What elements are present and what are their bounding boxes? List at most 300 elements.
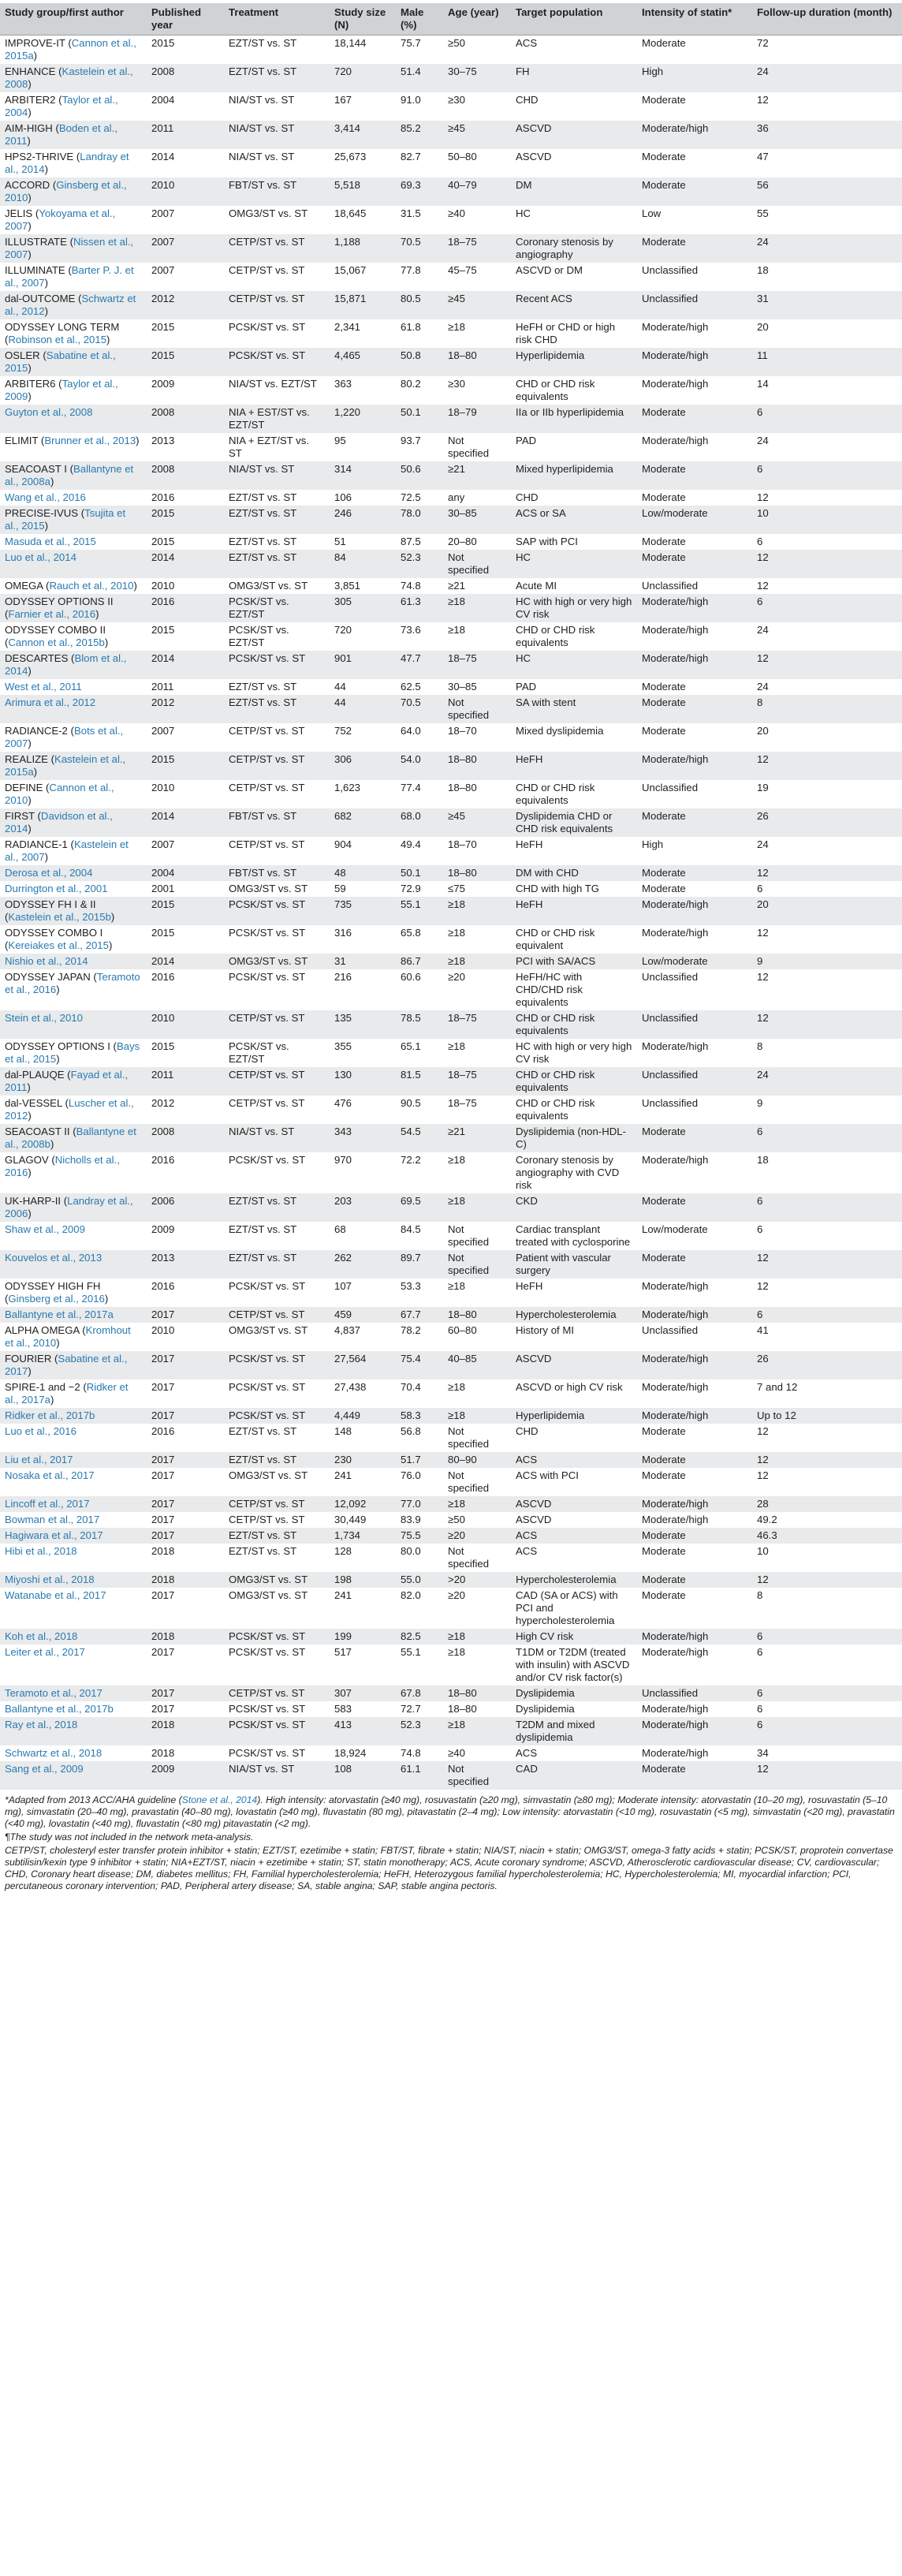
cell-population: ASCVD — [516, 1498, 552, 1510]
header-intensity: Intensity of statin* — [637, 3, 752, 35]
table-row — [0, 92, 902, 121]
study-reference-link[interactable]: Barter P. J. et al., 2007 — [5, 264, 134, 289]
cell-age: Not specified — [448, 696, 490, 721]
cell-population: CHD — [516, 491, 539, 503]
cell-year: 2017 — [151, 1589, 175, 1601]
cell-size: 682 — [334, 810, 352, 822]
cell-followup: 9 — [757, 955, 763, 967]
cell-followup: 8 — [757, 1040, 763, 1052]
study-reference-link[interactable]: Kastelein et al., 2015a — [5, 753, 126, 778]
study-reference-link[interactable]: Schwartz et al., 2018 — [5, 1747, 102, 1759]
cell-size: 904 — [334, 838, 352, 850]
cell-population: ACS — [516, 1454, 538, 1465]
cell-male: 53.3 — [401, 1280, 421, 1292]
cell-year: 2012 — [151, 1097, 175, 1109]
cell-followup: 12 — [757, 1252, 769, 1264]
cell-population: CAD — [516, 1763, 538, 1775]
table-row — [0, 578, 902, 594]
cell-followup: 12 — [757, 580, 769, 592]
cell-year: 2015 — [151, 898, 175, 910]
cell-intensity: Moderate — [642, 1545, 686, 1557]
cell-study — [0, 1307, 147, 1323]
study-reference-link[interactable]: Landray et al., 2014 — [5, 151, 129, 175]
study-reference-link[interactable]: Luscher et al., 2012 — [5, 1097, 134, 1122]
cell-year: 2018 — [151, 1545, 175, 1557]
table-row — [0, 1629, 902, 1645]
cell-intensity: Unclassified — [642, 264, 699, 276]
study-reference-link[interactable]: Tsujita et al., 2015 — [5, 507, 126, 532]
study-name: dal-PLAUQE — [5, 1069, 65, 1081]
study-reference-link[interactable]: Ginsberg et al., 2010 — [5, 179, 127, 203]
cell-year: 2007 — [151, 236, 175, 248]
study-reference-link[interactable]: Rauch et al., 2010 — [49, 580, 134, 592]
table-row — [0, 1544, 902, 1572]
cell-treatment: EZT/ST vs. ST — [229, 507, 297, 519]
study-reference-link[interactable]: Taylor et al., 2004 — [5, 94, 118, 118]
cell-population: CHD or CHD risk equivalents — [516, 782, 595, 806]
cell-male: 74.8 — [401, 580, 421, 592]
cell-age: ≥18 — [448, 927, 465, 939]
cell-intensity: Moderate — [642, 37, 686, 49]
cell-intensity: Moderate/high — [642, 1630, 709, 1642]
cell-population: High CV risk — [516, 1630, 574, 1642]
study-reference-link[interactable]: Farnier et al., 2016 — [8, 608, 96, 620]
study-reference-link[interactable]: Miyoshi et al., 2018 — [5, 1574, 95, 1585]
cell-intensity: Moderate — [642, 179, 686, 191]
cell-intensity: Moderate — [642, 536, 686, 547]
cell-treatment: NIA/ST vs. EZT/ST — [229, 378, 317, 390]
cell-population: T2DM and mixed dyslipidemia — [516, 1719, 595, 1743]
table-row — [0, 1645, 902, 1686]
cell-study: ODYSSEY LONG TERM (Robinson et al., 2015) — [5, 321, 120, 345]
cell-male: 84.5 — [401, 1223, 421, 1235]
study-reference-link[interactable]: Ballantyne et al., 2008b — [5, 1126, 136, 1150]
cell-size: 901 — [334, 652, 352, 664]
study-reference-link[interactable]: Luo et al., 2014 — [5, 551, 76, 563]
cell-year: 2014 — [151, 810, 175, 822]
cell-male: 69.5 — [401, 1195, 421, 1207]
cell-intensity: Moderate/high — [642, 122, 709, 134]
cell-intensity: Moderate/high — [642, 1280, 709, 1292]
cell-treatment: NIA + EST/ST vs. EZT/ST — [229, 406, 310, 431]
study-reference-link[interactable]: Koh et al., 2018 — [5, 1630, 78, 1642]
cell-population: Acute MI — [516, 580, 557, 592]
table-row — [0, 433, 902, 461]
cell-study — [0, 1629, 147, 1645]
study-name: ARBITER6 — [5, 378, 56, 390]
cell-study: REALIZE (Kastelein et al., 2015a) — [5, 753, 126, 778]
table-row — [0, 1512, 902, 1528]
study-reference-link[interactable]: Nosaka et al., 2017 — [5, 1469, 95, 1481]
cell-size: 305 — [334, 595, 352, 607]
cell-intensity: Moderate/high — [642, 1646, 709, 1658]
table-row — [0, 1124, 902, 1152]
table-row — [0, 1351, 902, 1379]
cell-followup: 6 — [757, 463, 763, 475]
cell-population: HeFH or CHD or high risk CHD — [516, 321, 616, 345]
study-reference-link[interactable]: Cannon et al., 2015b — [8, 637, 105, 648]
table-row — [0, 1424, 902, 1452]
table-row — [0, 348, 902, 376]
cell-population: CHD — [516, 94, 539, 106]
cell-treatment: PCSK/ST vs. ST — [229, 1154, 306, 1166]
cell-study — [0, 550, 147, 578]
study-reference-link[interactable]: Ballantyne et al., 2017a — [5, 1309, 114, 1320]
cell-study: FIRST (Davidson et al., 2014) — [5, 810, 113, 834]
cell-age: ≥45 — [448, 810, 465, 822]
study-reference-link[interactable]: Nicholls et al., 2016 — [5, 1154, 120, 1178]
header-population: Target population — [511, 3, 637, 35]
cell-male: 80.5 — [401, 293, 421, 304]
study-reference-link[interactable]: Nissen et al., 2007 — [5, 236, 134, 260]
cell-followup: 24 — [757, 624, 769, 636]
cell-treatment: FBT/ST vs. ST — [229, 810, 297, 822]
cell-followup: 24 — [757, 838, 769, 850]
table-row — [0, 679, 902, 695]
table-row — [0, 1323, 902, 1351]
study-reference-link[interactable]: Kastelein et al., 2007 — [5, 838, 129, 863]
header-treatment: Treatment — [224, 3, 330, 35]
cell-intensity: Moderate — [642, 94, 686, 106]
cell-year: 2014 — [151, 551, 175, 563]
study-reference-link[interactable]: Ginsberg et al., 2016 — [8, 1293, 105, 1305]
cell-size: 262 — [334, 1252, 352, 1264]
study-name: DEFINE — [5, 782, 43, 793]
cell-age: 18–79 — [448, 406, 477, 418]
cell-size: 314 — [334, 463, 352, 475]
cell-population: ACS — [516, 1545, 538, 1557]
cell-size: 128 — [334, 1545, 352, 1557]
cell-male: 55.0 — [401, 1574, 421, 1585]
cell-age: 18–75 — [448, 1097, 477, 1109]
study-reference-link[interactable]: Arimura et al., 2012 — [5, 696, 96, 708]
cell-male: 76.0 — [401, 1469, 421, 1481]
cell-age: Not specified — [448, 1425, 490, 1450]
cell-size: 30,449 — [334, 1514, 367, 1525]
table-row — [0, 1588, 902, 1629]
cell-followup: 6 — [757, 406, 763, 418]
footnote-excluded: ¶The study was not included in the network meta-analysis. — [5, 1831, 254, 1842]
study-reference-link[interactable]: Schwartz et al., 2012 — [5, 293, 136, 317]
cell-year: 2014 — [151, 955, 175, 967]
study-reference-link[interactable]: Masuda et al., 2015 — [5, 536, 96, 547]
table-header-row — [0, 3, 902, 35]
study-reference-link[interactable]: Derosa et al., 2004 — [5, 867, 93, 879]
study-reference-link[interactable]: Taylor et al., 2009 — [5, 378, 118, 402]
study-name: JELIS — [5, 207, 33, 219]
cell-intensity: Moderate — [642, 463, 686, 475]
cell-intensity: Moderate/high — [642, 1514, 709, 1525]
cell-study — [0, 1544, 147, 1572]
cell-followup: 20 — [757, 898, 769, 910]
study-reference-link[interactable]: Nishio et al., 2014 — [5, 955, 88, 967]
cell-size: 198 — [334, 1574, 352, 1585]
cell-intensity: Moderate/high — [642, 1309, 709, 1320]
cell-study: PRECISE-IVUS (Tsujita et al., 2015) — [5, 507, 126, 532]
cell-male: 62.5 — [401, 681, 421, 693]
cell-study: SEACOAST I (Ballantyne et al., 2008a) — [5, 463, 134, 487]
cell-intensity: Unclassified — [642, 1097, 699, 1109]
study-reference-link[interactable]: Ballantyne et al., 2017b — [5, 1703, 114, 1715]
cell-treatment: EZT/ST vs. ST — [229, 65, 297, 77]
study-reference-link[interactable]: Yokoyama et al., 2007 — [5, 207, 116, 232]
cell-age: any — [448, 491, 465, 503]
table-row — [0, 723, 902, 752]
study-reference-link[interactable]: Robinson et al., 2015 — [8, 334, 107, 345]
cell-age: 80–90 — [448, 1454, 477, 1465]
study-reference-link[interactable]: Watanabe et al., 2017 — [5, 1589, 106, 1601]
cell-male: 51.7 — [401, 1454, 421, 1465]
table-row — [0, 534, 902, 550]
cell-study: ALPHA OMEGA (Kromhout et al., 2010) — [5, 1324, 131, 1349]
cell-year: 2016 — [151, 1425, 175, 1437]
study-reference-link[interactable]: Hibi et al., 2018 — [5, 1545, 77, 1557]
cell-followup: 24 — [757, 435, 769, 446]
cell-year: 2015 — [151, 536, 175, 547]
cell-age: ≥18 — [448, 1498, 465, 1510]
cell-study: AIM-HIGH (Boden et al., 2011) — [5, 122, 117, 147]
cell-male: 54.0 — [401, 753, 421, 765]
cell-treatment: PCSK/ST vs. ST — [229, 1703, 306, 1715]
cell-size: 18,144 — [334, 37, 367, 49]
cell-followup: 55 — [757, 207, 769, 219]
table-row — [0, 177, 902, 206]
study-name: SPIRE-1 and −2 — [5, 1381, 80, 1393]
study-reference-link[interactable]: Bots et al., 2007 — [5, 725, 124, 749]
cell-male: 61.1 — [401, 1763, 421, 1775]
study-reference-link[interactable]: Blom et al., 2014 — [5, 652, 127, 677]
cell-treatment: CETP/ST vs. ST — [229, 782, 305, 793]
cell-year: 2010 — [151, 782, 175, 793]
study-reference-link[interactable]: Luo et al., 2016 — [5, 1425, 76, 1437]
cell-treatment: EZT/ST vs. ST — [229, 696, 297, 708]
cell-study: dal-PLAUQE (Fayad et al., 2011) — [5, 1069, 129, 1093]
cell-year: 2017 — [151, 1687, 175, 1699]
cell-intensity: Moderate/high — [642, 1719, 709, 1730]
study-reference-link[interactable]: Kereiakes et al., 2015 — [8, 939, 109, 951]
cell-year: 2011 — [151, 681, 174, 693]
study-reference-link[interactable]: Davidson et al., 2014 — [5, 810, 113, 834]
cell-treatment: NIA/ST vs. ST — [229, 94, 295, 106]
footnote-reference-link[interactable]: Stone et al., 2014 — [181, 1794, 258, 1805]
cell-intensity: Moderate — [642, 406, 686, 418]
study-reference-link[interactable]: Liu et al., 2017 — [5, 1454, 73, 1465]
study-reference-link[interactable]: Wang et al., 2016 — [5, 491, 86, 503]
cell-male: 82.0 — [401, 1589, 421, 1601]
cell-treatment: NIA/ST vs. ST — [229, 463, 295, 475]
study-reference-link[interactable]: Bowman et al., 2017 — [5, 1514, 100, 1525]
study-reference-link[interactable]: Ridker et al., 2017b — [5, 1409, 95, 1421]
cell-age: ≥18 — [448, 321, 465, 333]
cell-size: 316 — [334, 927, 352, 939]
study-reference-link[interactable]: Kouvelos et al., 2013 — [5, 1252, 102, 1264]
cell-age: ≥18 — [448, 1381, 465, 1393]
cell-population: ASCVD — [516, 1514, 552, 1525]
study-reference-link[interactable]: Bays et al., 2015 — [5, 1040, 140, 1065]
cell-followup: 12 — [757, 1763, 769, 1775]
cell-study — [0, 1572, 147, 1588]
study-reference-link[interactable]: Fayad et al., 2011 — [5, 1069, 129, 1093]
cell-population: Dyslipidemia CHD or CHD risk equivalents — [516, 810, 613, 834]
cell-treatment: EZT/ST vs. ST — [229, 551, 297, 563]
cell-population: IIa or IIb hyperlipidemia — [516, 406, 624, 418]
cell-population: HC with high or very high CV risk — [516, 595, 632, 620]
study-reference-link[interactable]: Cannon et al., 2015a — [5, 37, 136, 62]
cell-male: 31.5 — [401, 207, 421, 219]
table-row — [0, 969, 902, 1010]
cell-population: Mixed hyperlipidemia — [516, 463, 613, 475]
cell-treatment: EZT/ST vs. ST — [229, 1425, 297, 1437]
cell-study: GLAGOV (Nicholls et al., 2016) — [5, 1154, 120, 1178]
cell-study: dal-VESSEL (Luscher et al., 2012) — [5, 1097, 134, 1122]
cell-study: DESCARTES (Blom et al., 2014) — [5, 652, 127, 677]
cell-treatment: PCSK/ST vs. ST — [229, 1630, 306, 1642]
cell-year: 2014 — [151, 652, 175, 664]
table-row — [0, 837, 902, 865]
study-name: ILLUMINATE — [5, 264, 65, 276]
cell-study — [0, 1701, 147, 1717]
cell-population: CHD or CHD risk equivalents — [516, 624, 595, 648]
cell-followup: 36 — [757, 122, 769, 134]
study-reference-link[interactable]: Brunner et al., 2013 — [44, 435, 136, 446]
study-reference-link[interactable]: West et al., 2011 — [5, 681, 82, 693]
cell-size: 1,734 — [334, 1529, 361, 1541]
table-footnotes — [5, 1794, 897, 1894]
study-name: SEACOAST I — [5, 463, 67, 475]
table-row — [0, 1250, 902, 1279]
cell-followup: 12 — [757, 1280, 769, 1292]
cell-population: CHD or CHD risk equivalents — [516, 378, 595, 402]
cell-intensity: Unclassified — [642, 1069, 699, 1081]
cell-study: ODYSSEY JAPAN (Teramoto et al., 2016) — [5, 971, 140, 995]
cell-population: HC — [516, 551, 531, 563]
cell-male: 60.6 — [401, 971, 421, 983]
study-name: ODYSSEY OPTIONS II — [5, 595, 114, 607]
cell-followup: 47 — [757, 151, 769, 162]
study-name: ACCORD — [5, 179, 50, 191]
cell-size: 18,645 — [334, 207, 367, 219]
cell-intensity: Moderate — [642, 1529, 686, 1541]
study-reference-link[interactable]: Kromhout et al., 2010 — [5, 1324, 131, 1349]
cell-treatment: CETP/ST vs. ST — [229, 1309, 305, 1320]
cell-population: SAP with PCI — [516, 536, 578, 547]
cell-population: Coronary stenosis by angiography with CVD risk — [516, 1154, 620, 1191]
study-name: SEACOAST II — [5, 1126, 70, 1137]
study-reference-link[interactable]: Ridker et al., 2017a — [5, 1381, 129, 1406]
cell-size: 199 — [334, 1630, 352, 1642]
cell-intensity: Moderate — [642, 1763, 686, 1775]
study-reference-link[interactable]: Sang et al., 2009 — [5, 1763, 84, 1775]
study-reference-link[interactable]: Shaw et al., 2009 — [5, 1223, 85, 1235]
cell-age: ≥20 — [448, 971, 465, 983]
cell-intensity: Moderate/high — [642, 1040, 709, 1052]
cell-intensity: Moderate — [642, 1589, 686, 1601]
table-row — [0, 1717, 902, 1745]
table-row — [0, 954, 902, 969]
study-reference-link[interactable]: Kastelein et al., 2015b — [8, 911, 111, 923]
study-name: ELIMIT — [5, 435, 39, 446]
cell-male: 77.4 — [401, 782, 421, 793]
cell-population: ACS — [516, 1747, 538, 1759]
study-reference-link[interactable]: Ray et al., 2018 — [5, 1719, 78, 1730]
study-reference-link[interactable]: Hagiwara et al., 2017 — [5, 1529, 103, 1541]
study-reference-link[interactable]: Stein et al., 2010 — [5, 1012, 83, 1024]
header-size: Study size (N) — [330, 3, 396, 35]
cell-followup: 46.3 — [757, 1529, 777, 1541]
cell-population: Cardiac transplant treated with cyclosporine — [516, 1223, 631, 1248]
study-reference-link[interactable]: Boden et al., 2011 — [5, 122, 117, 147]
cell-treatment: FBT/ST vs. ST — [229, 867, 297, 879]
cell-male: 77.0 — [401, 1498, 421, 1510]
cell-study: OMEGA (Rauch et al., 2010) — [5, 580, 137, 592]
cell-population: ASCVD — [516, 122, 552, 134]
study-reference-link[interactable]: Teramoto et al., 2017 — [5, 1687, 102, 1699]
cell-study — [0, 865, 147, 881]
study-reference-link[interactable]: Leiter et al., 2017 — [5, 1646, 85, 1658]
study-reference-link[interactable]: Landray et al., 2006 — [5, 1195, 133, 1219]
table-row — [0, 651, 902, 679]
cell-male: 91.0 — [401, 94, 421, 106]
study-reference-link[interactable]: Sabatine et al., 2015 — [5, 349, 116, 374]
cell-size: 4,837 — [334, 1324, 361, 1336]
cell-population: ACS — [516, 1529, 538, 1541]
cell-male: 54.5 — [401, 1126, 421, 1137]
cell-treatment: NIA/ST vs. ST — [229, 122, 295, 134]
cell-followup: 12 — [757, 1012, 769, 1024]
cell-population: ACS — [516, 37, 538, 49]
cell-year: 2011 — [151, 1069, 174, 1081]
header-male: Male (%) — [396, 3, 443, 35]
cell-population: CHD or CHD risk equivalents — [516, 1069, 595, 1093]
cell-age: ≥18 — [448, 1195, 465, 1207]
cell-size: 752 — [334, 725, 352, 737]
cell-male: 56.8 — [401, 1425, 421, 1437]
cell-treatment: NIA/ST vs. ST — [229, 151, 295, 162]
study-reference-link[interactable]: Teramoto et al., 2016 — [5, 971, 140, 995]
cell-male: 72.7 — [401, 1703, 421, 1715]
cell-population: HC — [516, 652, 531, 664]
table-row — [0, 1379, 902, 1408]
study-reference-link[interactable]: Lincoff et al., 2017 — [5, 1498, 90, 1510]
cell-intensity: Moderate — [642, 1454, 686, 1465]
cell-size: 2,341 — [334, 321, 361, 333]
cell-intensity: Unclassified — [642, 782, 699, 793]
study-reference-link[interactable]: Guyton et al., 2008 — [5, 406, 93, 418]
table-row — [0, 1067, 902, 1096]
study-reference-link[interactable]: Kastelein et al., 2008 — [5, 65, 133, 90]
study-reference-link[interactable]: Cannon et al., 2010 — [5, 782, 114, 806]
cell-age: 18–80 — [448, 1703, 477, 1715]
cell-study — [0, 1222, 147, 1250]
cell-male: 83.9 — [401, 1514, 421, 1525]
study-reference-link[interactable]: Durrington et al., 2001 — [5, 883, 108, 894]
cell-male: 65.8 — [401, 927, 421, 939]
cell-age: ≥18 — [448, 955, 465, 967]
cell-study — [0, 1250, 147, 1279]
cell-size: 307 — [334, 1687, 352, 1699]
cell-followup: 6 — [757, 1309, 763, 1320]
study-reference-link[interactable]: Ballantyne et al., 2008a — [5, 463, 134, 487]
table-row — [0, 808, 902, 837]
cell-age: 20–80 — [448, 536, 477, 547]
cell-year: 2015 — [151, 349, 175, 361]
cell-treatment: OMG3/ST vs. ST — [229, 207, 308, 219]
cell-study — [0, 679, 147, 695]
study-name: DESCARTES — [5, 652, 69, 664]
cell-size: 68 — [334, 1223, 346, 1235]
cell-size: 148 — [334, 1425, 352, 1437]
study-reference-link[interactable]: Sabatine et al., 2017 — [5, 1353, 128, 1377]
